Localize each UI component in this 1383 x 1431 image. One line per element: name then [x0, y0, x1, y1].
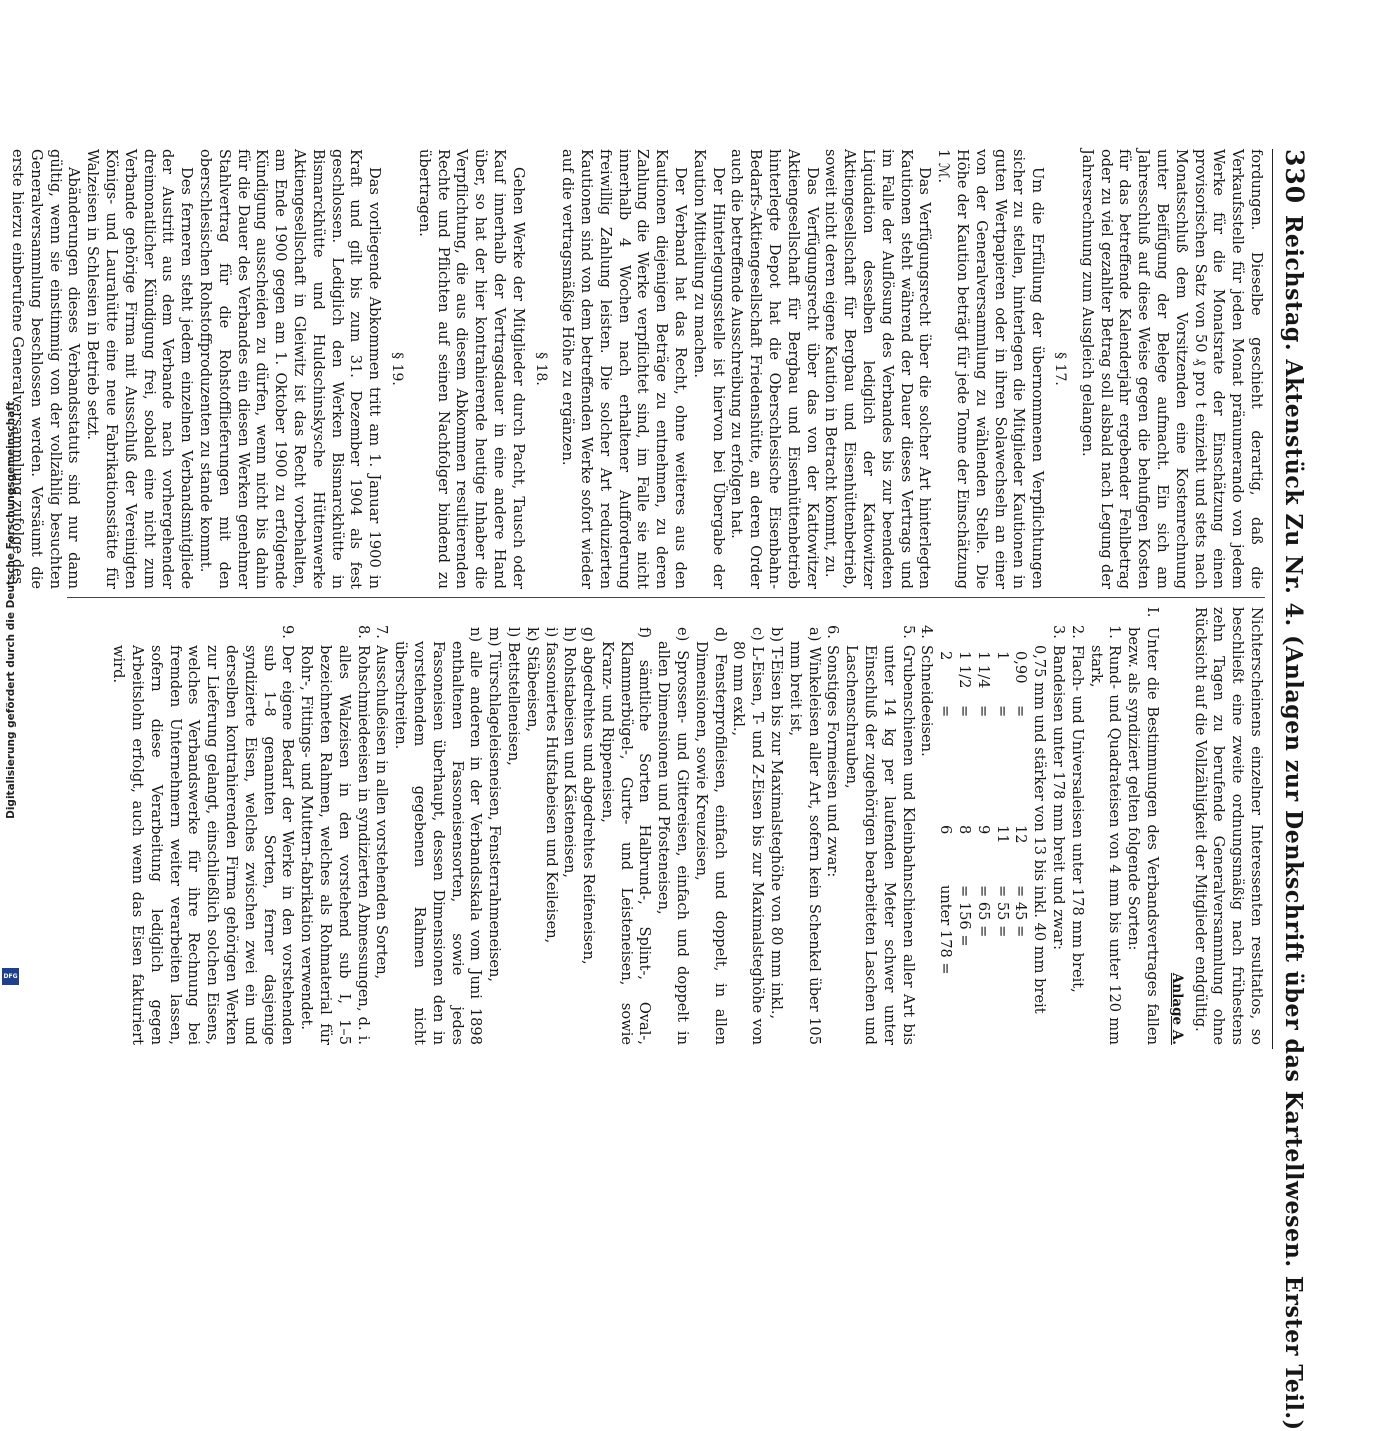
dfg-logo: DFG [2, 968, 19, 985]
band-cell: 8 [956, 825, 974, 835]
band-cell: = 55 = [993, 885, 1011, 938]
list-item [108, 625, 296, 1045]
running-title: Reichstag. Aktenstück Zu Nr. 4. (Anlagen zur Denkschrift über das Kartellwesen. Erster Teil.) [1280, 215, 1307, 1431]
subitem: h) Rohstabeisen und Kästeneisen, [561, 627, 579, 879]
paragraph: Abänderungen dieses Verbandsstatuts sind nur dann gültig, wenn sie einstimmig von der vollzählig besuchten Generalversammlung beschlossen werden. Versäumt die erste hierzu einberufene Generalversammlung zufolge des [9, 149, 83, 589]
subitem: l) Bettstelleneisen, [504, 627, 522, 766]
paragraph: fordungen. Dieselbe geschieht derartig, daß die Verkaufsstelle für jeden Monat pränumerando von jedem Werke für die Monatsrate der Einschätzung einen provisorischen Satz von 50 ₰ pro t einzieht und stets nach Monatsschluß dem Vorsitzenden eine Kostenrechnung unter Beifügung der Belege aufmacht. Ein sich am Jahresschluß auf diese Weise gegen die behufigen Kosten für das betreffende Kalenderjahr ergebender Fehlbetrag oder zu viel gezahlter Betrag soll alsbald nach Legung der Jahresrechnung zum Ausgleich gelangen. [1078, 149, 1265, 589]
band-row [935, 607, 954, 1045]
subitem: b) T-Eisen bis zur Maximalsteghöhe von 80 mm inkl., [768, 627, 786, 1020]
list-item [1123, 607, 1161, 1045]
column-divider [67, 597, 1265, 598]
list-item [296, 625, 371, 1045]
items-4-6 [823, 607, 936, 1045]
list-number: 8. [354, 625, 372, 639]
band-cell: = 156 = [956, 885, 974, 947]
list-number: 1. [1106, 625, 1124, 639]
band-row [973, 607, 992, 1045]
list-number: 3. [1050, 625, 1068, 639]
subitem: f) sämtliche Sorten Halbrund-, Splint-, Oval-, Klammerbügel-, Gurte- und Leisteneisen, sowie Kranz- und Rippeneisen, [598, 627, 654, 1045]
list-text: Ausschußeisen in allen vorstehenden Sorten, [373, 645, 391, 980]
subitem: e) Sprossen- und Gittereisen, einfach und doppelt in allen Dimensionen und Pfosteneisen, [655, 627, 692, 1045]
band-cell: = [1012, 705, 1030, 718]
bandeisen-table [935, 607, 1029, 1045]
list-number: 6. [824, 625, 842, 639]
list-text: Sonstiges Formeisen und zwar: [824, 645, 842, 878]
list-item [1067, 625, 1086, 1045]
right-column [65, 607, 1265, 1045]
list-number: 2. [1068, 625, 1086, 639]
band-cell: = 65 = [974, 885, 992, 938]
band-row [992, 607, 1011, 1045]
band-row [954, 607, 973, 1045]
list-item [841, 625, 916, 1045]
section-heading: § 18. [532, 352, 549, 386]
items-1-3 [1048, 607, 1123, 1045]
list-number: 5. [899, 625, 917, 639]
band-cell: 12 [1012, 825, 1030, 844]
paragraph: Der Verband hat das Recht, ohne weiteres aus den Kautionen diejenigen Beträge zu entnehmen, zu deren Zahlung die Werke verpflichtet sind, im Falle sie nicht innerhalb 4 Wochen nach erhaltener Aufforderung freiwillig Zahlung leisten. Die solcher Art reduzierten Kautionen sind von dem betreffenden Werke sofort wieder auf die vertragsmäßige Höhe zu ergänzen. [559, 149, 690, 589]
band-cell: 2 [937, 651, 955, 661]
subitem: m) Türschlageleiseneisen, Fensterrahmeneisen, [486, 627, 504, 983]
subitem: g) abgedrehtes und abgedrehtes Reifeneisen, [580, 627, 598, 965]
list-item [1086, 625, 1124, 1045]
band-cell: 11 [993, 825, 1011, 844]
band-cell: 1 1/4 [974, 651, 992, 689]
paragraph: Das vorliegende Abkommen tritt am 1. Januar 1900 in Kraft und gilt bis zum 31. Dezember 1904 als fest geschlossen. Lediglich den Werken Bismarckhütte in Bismarckhütte und Huldschinskysche Hüttenwerke Aktiengesellschaft in Gleiwitz ist das Recht vorbehalten, am Ende 1900 gegen am 1. Oktober 1900 zu erfolgende Kündigung ausscheiden zu dürfen, wenn nicht bis dahin für die Dauer des Verbandes ein diesen Werken genehmer Stahlvertrag für die Rohstofflieferungen mit den oberschlesischen Rohstoffproduzenten zu stande kommt. [196, 149, 384, 589]
band-cell: 6 [937, 825, 955, 835]
list-text: Der eigene Bedarf der Werke in den vorstehenden sub 1–8 genannten Sorten, ferner dasjenige syndizierte Eisen, welches zwischen zwei ein und derselben kontrahierenden Firma gehörigen Werken zur Lieferung gelangt, einschließlich solchen Eisens, welches Verbandswerke für ihre Rechnung bei fremden Unternehmern weiter verarbeiten lassen, sofern diese Verarbeitung lediglich gegen Arbeitslohn erfolgt, auch wenn das Eisen fakturiert wird. [110, 645, 297, 1045]
left-column [9, 149, 1265, 589]
list-item [372, 625, 391, 1045]
paragraph: Nichterscheinens einzelner Interessenten resultatlos, so beschließt eine zweite ordnungsmäßig nach frühestens zehn Tagen zu berufende Generalversammlung ohne Rücksicht auf die Vollzähligkeit der Mitglieder endgültig. [1191, 607, 1265, 1045]
paragraph: Das Verfügungsrecht über die solcher Art hinterlegten Kautionen steht während der Dauer dieses Vertrags und im Falle der Auflösung des Verbandes bis zur beendeten Liquidation desselben lediglich der Kattowitzer Aktiengesellschaft für Bergbau und Eisenhüttenbetrieb, soweit nicht deren eigene Kaution in Betracht kommt, zu. [822, 149, 934, 589]
band-cell: = [993, 705, 1011, 718]
subitem: a) Winkeleisen aller Art, sofern kein Schenkel über 105 mm breit ist, [786, 627, 823, 1045]
list-number: 4. [918, 625, 936, 639]
items-7-9 [108, 607, 390, 1045]
band-cell: 1 1/2 [956, 651, 974, 689]
band-cell: = 45 = [1012, 885, 1030, 938]
list-text: Flach- und Universaleisen unter 178 mm breit, [1068, 645, 1086, 993]
list-text: Schneideeisen. [918, 645, 936, 757]
band-cell: = [974, 705, 992, 718]
subitem: c) L-Eisen, T- und Z-Eisen bis zur Maximalsteghöhe von 80 mm exkl., [730, 627, 767, 1045]
list-number: 9. [279, 625, 297, 639]
subitem: n) alle anderen in der Verbandsskala vom Juni 1898 enthaltenen Fassoneisensorten, sowie jedes Fassoneisen überhaupt, dessen Dimensionen den in vorstehendem gegebenen Rahmen nicht überschreiten. [392, 627, 485, 1045]
subitem: d) Fensterprofileisen, einfach und doppelt, in allen Dimensionen, sowie Kreuzeisen, [692, 627, 729, 1045]
formeisen-subitems [390, 607, 822, 1045]
band-cell: = [956, 705, 974, 718]
list-item [917, 625, 936, 1045]
digitization-notice: Digitalisierung gefördert durch die Deutsche Forschungsgemeinschaft [5, 401, 17, 819]
paragraph: Der Hinterlegungsstelle ist hiervon bei Übergabe der Kaution Mitteilung zu machen. [690, 149, 727, 589]
paragraph: Gehen Werke der Mitglieder durch Pacht, Tausch oder Kauf innerhalb der Vertragsdauer in eine andere Hand über, so hat der hier kontrahierende heutige Inhaber die Verpflichtung, die aus diesem Abkommen resultierenden Rechte und Pflichten auf seinen Nachfolger bindend zu übertragen. [415, 149, 527, 589]
section-heading: § 19. [388, 352, 405, 386]
appendix-heading: Anlage A. [1168, 972, 1185, 1045]
band-cell: unter 178 = [937, 885, 955, 975]
band-cell: 1 [993, 651, 1011, 661]
list-text: Unter die Bestimmungen des Verbandsvertrages fallen bezw. als syndiziert gelten folgende Sorten: [1125, 627, 1162, 1045]
band-intro: 0,75 mm und stärker von 13 bis inkl. 40 mm breit [1031, 645, 1049, 1014]
list-item [1048, 625, 1067, 1045]
band-cell: = [937, 705, 955, 718]
list-number: 7. [373, 625, 391, 639]
page-number: 330 [1280, 149, 1309, 205]
subitem: k) Stäbeeisen, [523, 627, 541, 733]
list-text: Bandeisen unter 178 mm breit und zwar: [1050, 645, 1068, 951]
list-text: Rohschmiedeeisen in syndizierten Abmessungen, d. i. alles Walzeisen in den vorstehend sub I, 1–5 bezeichneten Rahmen, welches als Rohmaterial für Rohr-, Fittings- und Muttern-fabrikation verwendet. [298, 645, 372, 1045]
band-cell: 9 [974, 825, 992, 835]
paragraph: Des ferneren steht jedem einzelnen Verbandsmitgliede der Austritt aus dem Verbande nach vorhergehender dreimonatlicher Kündigung frei, sobald eine nicht zum Verbande gehörige Firma mit Ausschluß der Vereinigten Königs- und Laurahütte eine neue Fabrikationsstätte für Walzeisen in Schlesien in Betrieb setzt. [84, 149, 196, 589]
band-row [1011, 607, 1030, 1045]
subitem: i) fassoniertes Hufstabeisen und Keileisen, [542, 627, 560, 944]
paragraph: Das Verfügungsrecht über das von der Kattowitzer Aktiengesellschaft für Bergbau und Eisenhüttenbetrieb hinterlegte Depot hat die Oberschlesische Eisenbahn-Bedarfs-Aktiengesellschaft Friedenshütte, an deren Order auch die betreffende Ausschreibung zu erfolgen hat. [728, 149, 821, 589]
list-item [823, 625, 842, 1045]
band-cell: 0,90 [1012, 651, 1030, 684]
list-text: Rund- und Quadrateisen von 4 mm bis unter 120 mm stark, [1087, 645, 1124, 1045]
paragraph: Um die Erfüllung der übernommenen Verpflichtungen sicher zu stellen, hinterlegen die Mitglieder Kautionen in guten Wertpapieren oder in ihren Solawechseln an einer von der Generalversammlung zu wählenden Stelle. Die Höhe der Kaution beträgt für jede Tonne der Einschätzung 1 ℳ. [935, 149, 1047, 589]
list-number: I. [1144, 607, 1162, 618]
page-header [1272, 149, 1313, 1431]
section-heading: § 17. [1052, 352, 1069, 386]
list-text: Grubenschienen und Kleinbahnschienen aller Art bis unter 14 kg per laufenden Meter schwer unter Einschluß der zugehörigen bearbeiteten Laschen und Laschenschrauben, [843, 645, 917, 1045]
